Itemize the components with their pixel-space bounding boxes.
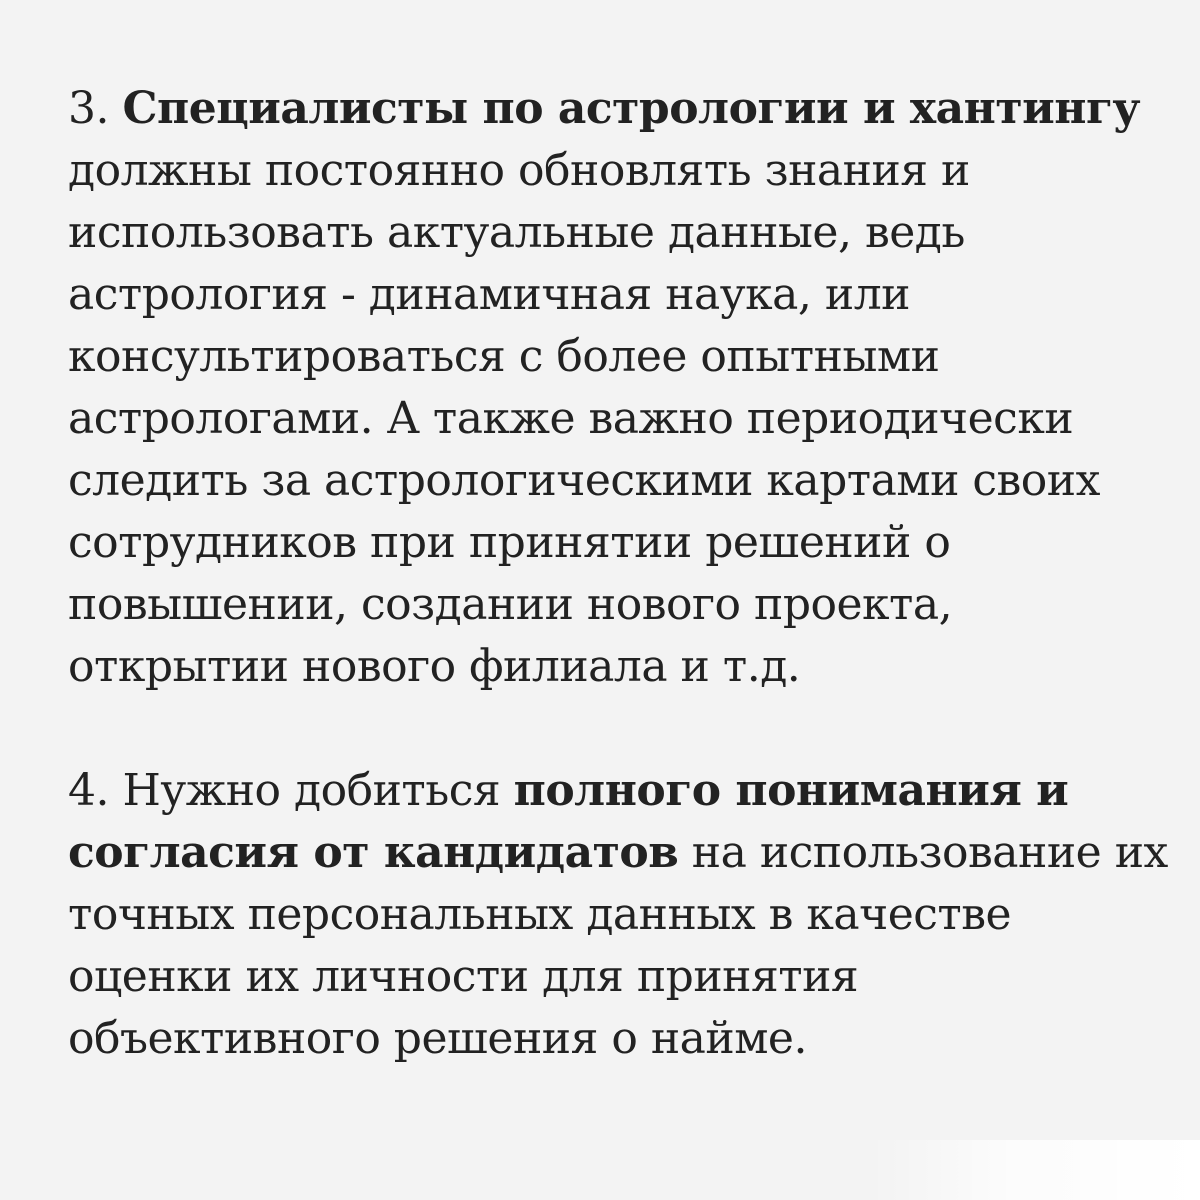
paragraph-4-line-1 [68,760,1148,822]
paragraph-3-bold-phrase: Специалисты по астрологии и хантингу [122,83,1141,134]
paragraph-3-line-1 [68,78,1148,140]
paragraph-3-line-10: открытии нового филиала и т.д. [68,641,801,692]
paragraph-3-line-2: должны постоянно обновлять знания и [68,145,970,196]
paragraph-4-line-5: объективного решения о найме. [68,1013,807,1064]
paragraph-3-line-8: сотрудников при принятии решений о [68,517,951,568]
paragraph-4-line-2 [68,822,1168,884]
paragraph-3 [68,78,1148,698]
paragraph-3-number: 3. [68,83,109,134]
paragraph-4-line-3: точных персональных данных в качестве [68,889,1012,940]
paragraph-4-after-bold: на использование их [691,827,1168,878]
document-body [68,78,1168,1070]
paragraph-4-number: 4. [68,765,109,816]
corner-shade [870,1140,1200,1200]
paragraph-4-bold-phrase-2: согласия от кандидатов [68,827,679,878]
paragraph-3-line-6: астрологами. А также важно периодически [68,393,1074,444]
paragraph-3-line-3: использовать актуальные данные, ведь [68,207,965,258]
paragraph-4-bold-phrase-1: полного понимания и [513,765,1069,816]
paragraph-4-line-4: оценки их личности для принятия [68,951,859,1002]
paragraph-3-line-7: следить за астрологическими картами своих [68,455,1100,506]
paragraph-4-intro: Нужно добиться [122,765,501,816]
paragraph-3-line-5: консультироваться с более опытными [68,331,940,382]
paragraph-4 [68,760,1168,1070]
paragraph-3-line-4: астрология - динамичная наука, или [68,269,910,320]
paragraph-3-line-9: повышении, создании нового проекта, [68,579,953,630]
